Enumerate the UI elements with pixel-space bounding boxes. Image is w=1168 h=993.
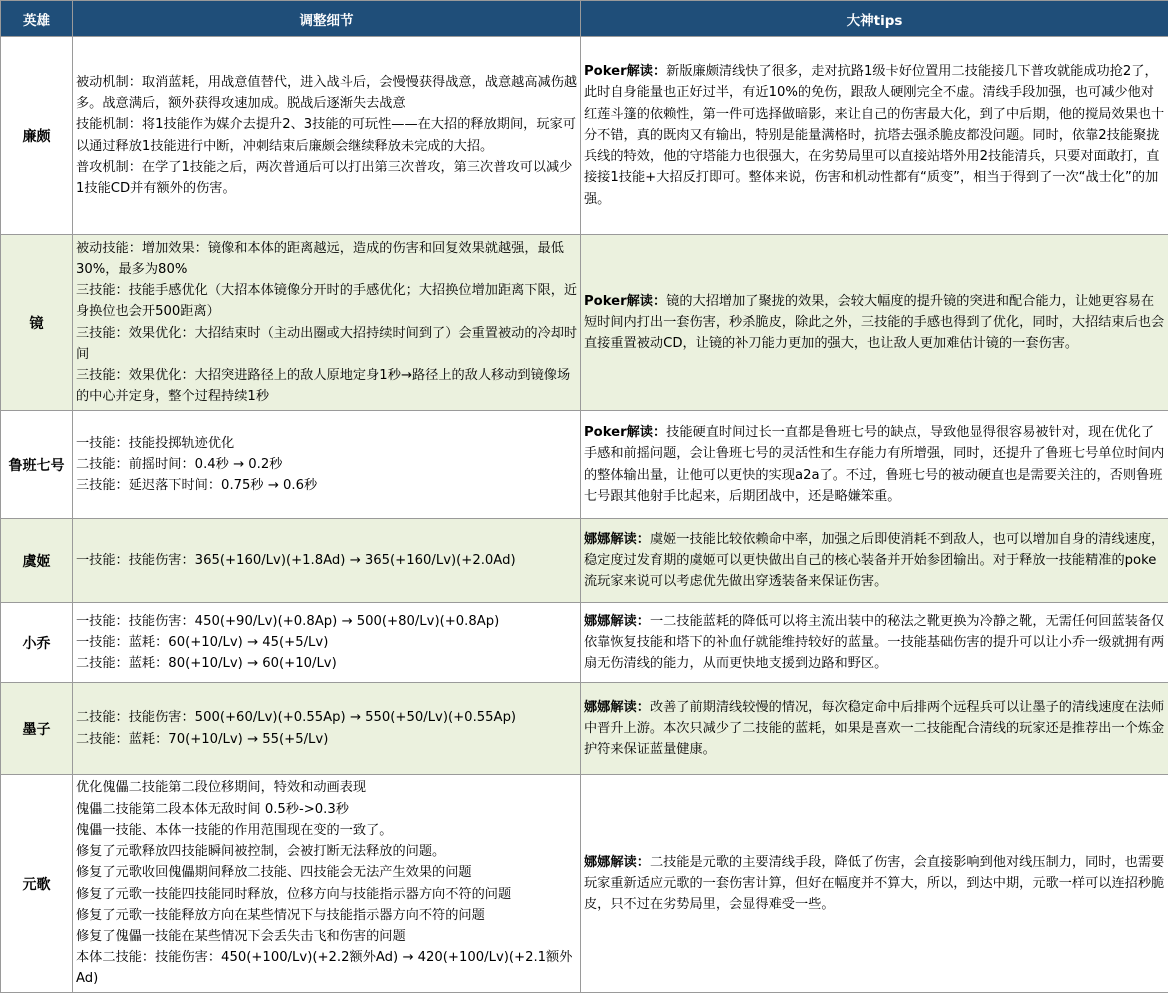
detail-line: 普攻机制：在学了1技能之后，两次普通后可以打出第三次普攻，第三次普攻可以减少1技能CD并有额外的伤害。 xyxy=(76,157,578,199)
header-tips: 大神tips xyxy=(581,1,1168,37)
table-row xyxy=(1,519,1168,603)
hero-name: 墨子 xyxy=(1,683,73,775)
tips-cell xyxy=(581,235,1168,411)
table-row xyxy=(1,683,1168,775)
tips-label: 娜娜解读： xyxy=(584,855,650,870)
tips-cell xyxy=(581,683,1168,775)
hero-name: 廉颇 xyxy=(1,37,73,235)
tips-cell xyxy=(581,519,1168,603)
detail-line: 二技能：蓝耗：70(+10/Lv) → 55(+5/Lv) xyxy=(76,729,578,750)
detail-line: 二技能：技能伤害：500(+60/Lv)(+0.55Ap) → 550(+50/Lv)(+0.55Ap) xyxy=(76,707,578,728)
detail-line: 傀儡一技能、本体一技能的作用范围现在变的一致了。 xyxy=(76,820,578,841)
detail-line: 被动技能：增加效果：镜像和本体的距离越远，造成的伤害和回复效果就越强，最低30%，最多为80% xyxy=(76,238,578,280)
tips-cell xyxy=(581,603,1168,683)
tips-text: 技能硬直时间过长一直都是鲁班七号的缺点，导致他显得很容易被针对，现在优化了手感和前摇问题，会让鲁班七号的灵活性和生存能力有所增强，同时，还提升了鲁班七号单位时间内的整体输出量，让他可以更快的实现a2a了。不过，鲁班七号的被动硬直也是需要关注的，否则鲁班七号跟其他射手比起来，后期团战中，还是略嫌笨重。 xyxy=(584,425,1164,504)
detail-line: 修复了元歌一技能释放方向在某些情况下与技能指示器方向不符的问题 xyxy=(76,905,578,926)
hero-name: 元歌 xyxy=(1,775,73,993)
tips-label: Poker解读： xyxy=(584,64,666,79)
tips-label: Poker解读： xyxy=(584,425,666,440)
header-hero: 英雄 xyxy=(1,1,73,37)
detail-cell xyxy=(73,411,581,519)
detail-cell xyxy=(73,775,581,993)
detail-cell xyxy=(73,519,581,603)
detail-line: 一技能：蓝耗：60(+10/Lv) → 45(+5/Lv) xyxy=(76,632,578,653)
detail-line: 一技能：技能伤害：365(+160/Lv)(+1.8Ad) → 365(+160/Lv)(+2.0Ad) xyxy=(76,550,578,571)
tips-label: 娜娜解读： xyxy=(584,614,650,629)
table-header xyxy=(1,1,1168,37)
detail-cell xyxy=(73,683,581,775)
hero-name: 镜 xyxy=(1,235,73,411)
tips-text: 改善了前期清线较慢的情况，每次稳定命中后排两个远程兵可以让墨子的清线速度在法师中晋升上游。本次只减少了二技能的蓝耗，如果是喜欢一二技能配合清线的玩家还是推荐出一个炼金护符来保证蓝量健康。 xyxy=(584,700,1164,757)
detail-line: 二技能：前摇时间：0.4秒 → 0.2秒 xyxy=(76,454,578,475)
hero-name: 小乔 xyxy=(1,603,73,683)
tips-text: 新版廉颇清线快了很多，走对抗路1级卡好位置用二技能接几下普攻就能成功抢2了，此时自身能量也正好过半，有近10%的免伤，跟敌人硬刚完全不虚。清线手段加强，也可减少他对红莲斗篷的依赖性，第一件可选择做暗影，来让自己的伤害最大化，到了中后期，他的搅局效果也十分不错，真的既肉又有输出，特别是能量满格时，抗塔去强杀脆皮都没问题。同时，依靠2技能聚拢兵线的特效，他的守塔能力也很强大，在劣势局里可以直接站塔外用2技能清兵，只要对面敢打，直接接1技能+大招反打即可。整体来说，伤害和机动性都有“质变”，相当于得到了一次“战士化”的加强。 xyxy=(584,64,1164,206)
detail-line: 三技能：延迟落下时间：0.75秒 → 0.6秒 xyxy=(76,475,578,496)
detail-line: 修复了傀儡一技能在某些情况下会丢失击飞和伤害的问题 xyxy=(76,926,578,947)
detail-line: 修复了元歌释放四技能瞬间被控制，会被打断无法释放的问题。 xyxy=(76,841,578,862)
detail-line: 三技能：效果优化：大招结束时（主动出圈或大招持续时间到了）会重置被动的冷却时间 xyxy=(76,323,578,365)
tips-text: 二技能是元歌的主要清线手段，降低了伤害，会直接影响到他对线压制力，同时，也需要玩家重新适应元歌的一套伤害计算，但好在幅度并不算大，所以，到达中期，元歌一样可以连招秒脆皮，只不过在劣势局里，会显得难受一些。 xyxy=(584,855,1164,912)
header-details: 调整细节 xyxy=(73,1,581,37)
detail-line: 本体二技能：技能伤害：450(+100/Lv)(+2.2额外Ad) → 420(+100/Lv)(+2.1额外Ad) xyxy=(76,947,578,989)
hero-name: 鲁班七号 xyxy=(1,411,73,519)
tips-cell xyxy=(581,411,1168,519)
detail-line: 技能机制：将1技能作为媒介去提升2、3技能的可玩性——在大招的释放期间，玩家可以通过释放1技能进行中断，冲刺结束后廉颇会继续释放未完成的大招。 xyxy=(76,114,578,156)
detail-line: 修复了元歌收回傀儡期间释放二技能、四技能会无法产生效果的问题 xyxy=(76,862,578,883)
detail-cell xyxy=(73,603,581,683)
table-row xyxy=(1,235,1168,411)
detail-line: 傀儡二技能第二段本体无敌时间 0.5秒->0.3秒 xyxy=(76,799,578,820)
detail-line: 修复了元歌一技能四技能同时释放，位移方向与技能指示器方向不符的问题 xyxy=(76,884,578,905)
tips-label: 娜娜解读： xyxy=(584,700,650,715)
detail-line: 优化傀儡二技能第二段位移期间，特效和动画表现 xyxy=(76,777,578,798)
detail-line: 被动机制：取消蓝耗，用战意值替代，进入战斗后，会慢慢获得战意，战意越高减伤越多。战意满后，额外获得攻速加成。脱战后逐渐失去战意 xyxy=(76,72,578,114)
tips-text: 镜的大招增加了聚拢的效果，会较大幅度的提升镜的突进和配合能力，让她更容易在短时间内打出一套伤害，秒杀脆皮，除此之外，三技能的手感也得到了优化，同时，大招结束后也会直接重置被动CD，让镜的补刀能力更加的强大，也让敌人更加难估计镜的一套伤害。 xyxy=(584,294,1164,351)
detail-line: 一技能：技能伤害：450(+90/Lv)(+0.8Ap) → 500(+80/Lv)(+0.8Ap) xyxy=(76,611,578,632)
table-row xyxy=(1,603,1168,683)
tips-label: 娜娜解读： xyxy=(584,532,650,547)
tips-text: 虞姬一技能比较依赖命中率，加强之后即使消耗不到敌人，也可以增加自身的清线速度，稳定度过发育期的虞姬可以更快做出自己的核心装备并开始参团输出。对于释放一技能精准的poke流玩家来说可以考虑优先做出穿透装备来保证伤害。 xyxy=(584,532,1164,589)
table-row xyxy=(1,775,1168,993)
tips-cell xyxy=(581,775,1168,993)
tips-label: Poker解读： xyxy=(584,294,666,309)
detail-line: 二技能：蓝耗：80(+10/Lv) → 60(+10/Lv) xyxy=(76,653,578,674)
detail-line: 三技能：效果优化：大招突进路径上的敌人原地定身1秒→路径上的敌人移动到镜像场的中心并定身，整个过程持续1秒 xyxy=(76,365,578,407)
detail-cell xyxy=(73,235,581,411)
detail-cell xyxy=(73,37,581,235)
tips-cell xyxy=(581,37,1168,235)
tips-text: 一二技能蓝耗的降低可以将主流出装中的秘法之靴更换为冷静之靴，无需任何回蓝装备仅依靠恢复技能和塔下的补血仔就能维持较好的蓝量。一技能基础伤害的提升可以让小乔一级就拥有两扇无伤清线的能力，从而更快地支援到边路和野区。 xyxy=(584,614,1164,671)
table-row xyxy=(1,411,1168,519)
table-row xyxy=(1,37,1168,235)
detail-line: 三技能：技能手感优化（大招本体镜像分开时的手感优化；大招换位增加距离下限，近身换位也会开500距离） xyxy=(76,280,578,322)
detail-line: 一技能：技能投掷轨迹优化 xyxy=(76,433,578,454)
hero-name: 虞姬 xyxy=(1,519,73,603)
